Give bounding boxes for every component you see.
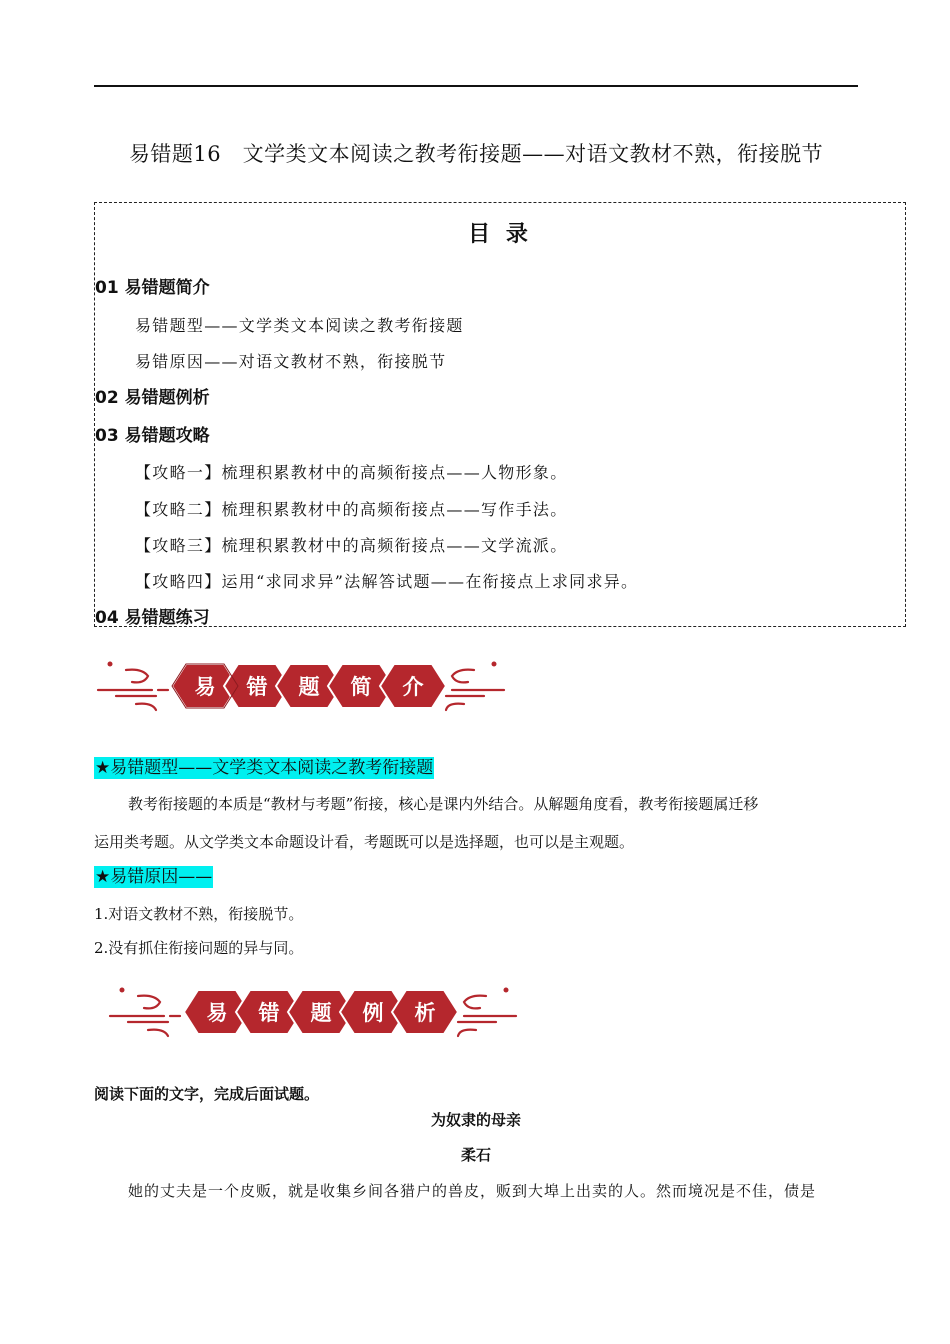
banner-char: 错 xyxy=(246,675,268,699)
document-title: 易错题16 文学类文本阅读之教考衔接题——对语文教材不熟，衔接脱节 xyxy=(128,142,824,166)
toc-section-03[interactable]: 03 易错题攻略 xyxy=(95,426,210,446)
error-type-label: ★易错题型——文学类文本阅读之教考衔接题 xyxy=(95,758,434,778)
toc-section-02[interactable]: 02 易错题例析 xyxy=(95,388,210,408)
toc-item-reason[interactable]: 易错原因——对语文教材不熟，衔接脱节 xyxy=(135,352,447,371)
section-banner-example xyxy=(108,982,518,1042)
toc-item-strategy-3[interactable]: 【攻略三】梳理积累教材中的高频衔接点——文学流派。 xyxy=(135,536,568,555)
cloud-ornament-right-icon xyxy=(458,988,516,1037)
top-rule xyxy=(94,85,858,87)
banner-graphic-example xyxy=(108,982,518,1042)
banner-char: 介 xyxy=(402,675,424,699)
banner-char: 易 xyxy=(194,675,216,699)
banner-char: 题 xyxy=(298,675,320,699)
cloud-ornament-right-icon xyxy=(446,662,504,711)
error-type-line-2: 运用类考题。从文学类文本命题设计看，考题既可以是选择题，也可以是主观题。 xyxy=(94,833,635,851)
section-banner-intro xyxy=(96,656,506,716)
error-reason-label: ★易错原因—— xyxy=(95,867,213,887)
error-reason-1: 1.对语文教材不熟，衔接脱节。 xyxy=(94,905,304,923)
banner-char: 易 xyxy=(206,1001,228,1025)
cloud-ornament-left-icon xyxy=(110,988,180,1037)
table-of-contents xyxy=(94,202,906,627)
cloud-ornament-left-icon xyxy=(98,662,168,711)
toc-heading: 目 录 xyxy=(468,222,532,247)
toc-item-type[interactable]: 易错题型——文学类文本阅读之教考衔接题 xyxy=(135,316,464,335)
toc-section-04[interactable]: 04 易错题练习 xyxy=(95,608,210,628)
banner-char: 错 xyxy=(258,1001,280,1025)
article-first-line: 她的丈夫是一个皮贩，就是收集乡间各猎户的兽皮，贩到大埠上出卖的人。然而境况是不佳，债是 xyxy=(128,1182,817,1200)
reading-instruction: 阅读下面的文字，完成后面试题。 xyxy=(94,1085,320,1103)
toc-item-strategy-2[interactable]: 【攻略二】梳理积累教材中的高频衔接点——写作手法。 xyxy=(135,500,568,519)
banner-graphic-intro xyxy=(96,656,506,716)
toc-item-strategy-1[interactable]: 【攻略一】梳理积累教材中的高频衔接点——人物形象。 xyxy=(135,463,568,482)
article-author: 柔石 xyxy=(460,1146,491,1164)
toc-item-strategy-4[interactable]: 【攻略四】运用“求同求异”法解答试题——在衔接点上求同求异。 xyxy=(135,572,639,591)
error-reason-2: 2.没有抓住衔接问题的异与同。 xyxy=(94,939,304,957)
error-type-line-1: 教考衔接题的本质是“教材与考题”衔接，核心是课内外结合。从解题角度看，教考衔接题属迁移 xyxy=(128,795,759,813)
banner-char: 简 xyxy=(350,675,372,699)
article-title: 为奴隶的母亲 xyxy=(430,1111,521,1129)
banner-char: 例 xyxy=(362,1001,384,1025)
banner-char: 析 xyxy=(414,1001,436,1025)
banner-char: 题 xyxy=(310,1001,332,1025)
toc-section-01[interactable]: 01 易错题简介 xyxy=(95,278,210,298)
